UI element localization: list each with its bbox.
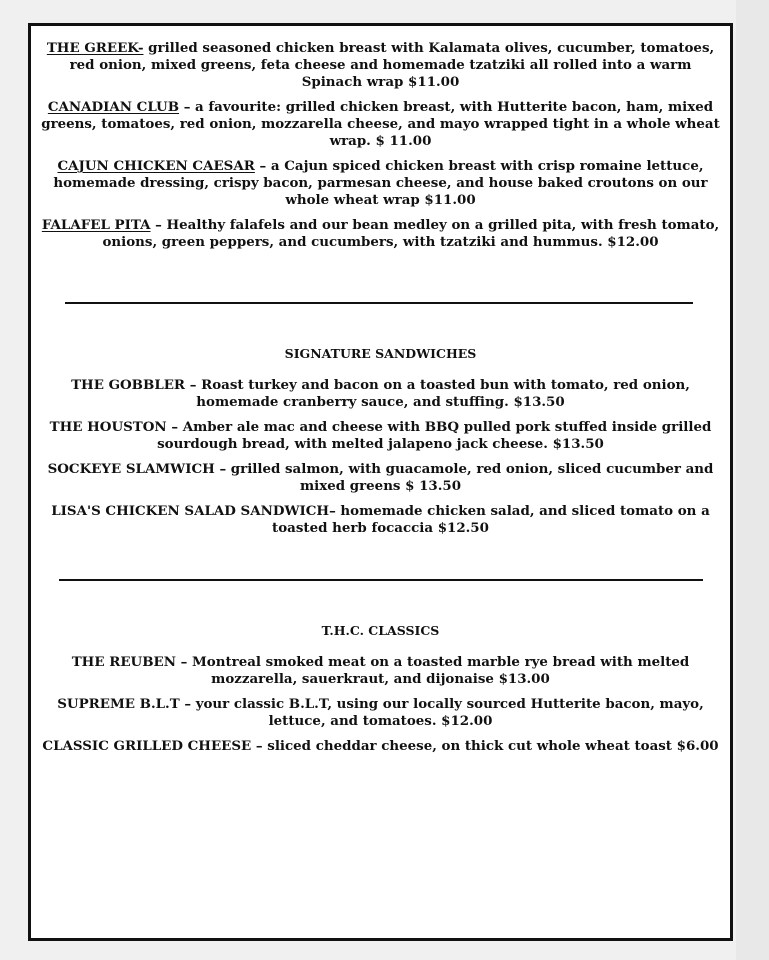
menu-item-the-gobbler	[41, 377, 720, 411]
item-name: LISA'S CHICKEN SALAD SANDWICH	[51, 503, 330, 519]
menu-item-sockeye-slamwich	[41, 461, 720, 495]
item-description: – your classic B.L.T, using our locally sourced Hutterite bacon, mayo, lettuce, and tomatoes. $12.00	[179, 696, 704, 729]
item-description: grilled seasoned chicken breast with Kalamata olives, cucumber, tomatoes, red onion, mixed greens, feta cheese and homemade tzatziki all rolled into a warm Spinach wrap $11.00	[69, 40, 715, 90]
menu-item-the-reuben	[41, 654, 720, 688]
item-name: SUPREME B.L.T	[57, 696, 180, 712]
section-title: T.H.C. CLASSICS	[321, 623, 440, 638]
thc-classics-section	[31, 623, 730, 763]
item-description: – Roast turkey and bacon on a toasted bun with tomato, red onion, homemade cranberry sauce, and stuffing. $13.50	[185, 377, 690, 410]
wraps-section	[31, 40, 730, 259]
item-name: CANADIAN CLUB	[47, 99, 180, 115]
menu-item-falafel-pita	[41, 217, 720, 251]
menu-item-cajun-chicken-caesar	[41, 158, 720, 209]
section-divider	[59, 579, 703, 581]
item-name: THE REUBEN	[71, 654, 176, 670]
item-description: – a favourite: grilled chicken breast, with Hutterite bacon, ham, mixed greens, tomatoes, red onion, mozzarella cheese, and mayo wrapped tight in a whole wheat wrap. $ 11.00	[41, 99, 720, 149]
item-description: – homemade chicken salad, and sliced tomato on a toasted herb focaccia $12.50	[272, 503, 710, 536]
menu-item-classic-grilled-cheese	[41, 738, 720, 755]
item-description: – a Cajun spiced chicken breast with crisp romaine lettuce, homemade dressing, crispy bacon, parmesan cheese, and house baked croutons on our whole wheat wrap $11.00	[53, 158, 708, 208]
section-divider	[65, 302, 693, 304]
menu-item-the-greek	[41, 40, 720, 91]
item-name: THE HOUSTON	[49, 419, 167, 435]
menu-item-lisas-chicken-salad-sandwich	[41, 503, 720, 537]
item-name: FALAFEL PITA	[41, 217, 151, 233]
menu-item-canadian-club	[41, 99, 720, 150]
item-name: THE GOBBLER	[71, 377, 186, 393]
menu-item-supreme-blt	[41, 696, 720, 730]
menu-page	[28, 23, 733, 941]
item-description: – sliced cheddar cheese, on thick cut whole wheat toast $6.00	[251, 738, 719, 754]
item-name: CAJUN CHICKEN CAESAR	[57, 158, 255, 174]
signature-sandwiches-section	[31, 346, 730, 545]
item-description: – Healthy falafels and our bean medley on a grilled pita, with fresh tomato, onions, green peppers, and cucumbers, with tzatziki and hummus. $12.00	[102, 217, 720, 250]
section-title: SIGNATURE SANDWICHES	[284, 346, 477, 361]
item-description: – grilled salmon, with guacamole, red onion, sliced cucumber and mixed greens $ 13.50	[214, 461, 714, 494]
menu-item-the-houston	[41, 419, 720, 453]
item-description: – Montreal smoked meat on a toasted marble rye bread with melted mozzarella, sauerkraut, and dijonaise $13.00	[175, 654, 690, 687]
item-description: – Amber ale mac and cheese with BBQ pulled pork stuffed inside grilled sourdough bread, with melted jalapeno jack cheese. $13.50	[157, 419, 712, 452]
item-name: SOCKEYE SLAMWICH	[47, 461, 215, 477]
right-margin	[736, 0, 769, 960]
item-name: CLASSIC GRILLED CHEESE	[42, 738, 252, 754]
item-name: THE GREEK-	[46, 40, 144, 56]
